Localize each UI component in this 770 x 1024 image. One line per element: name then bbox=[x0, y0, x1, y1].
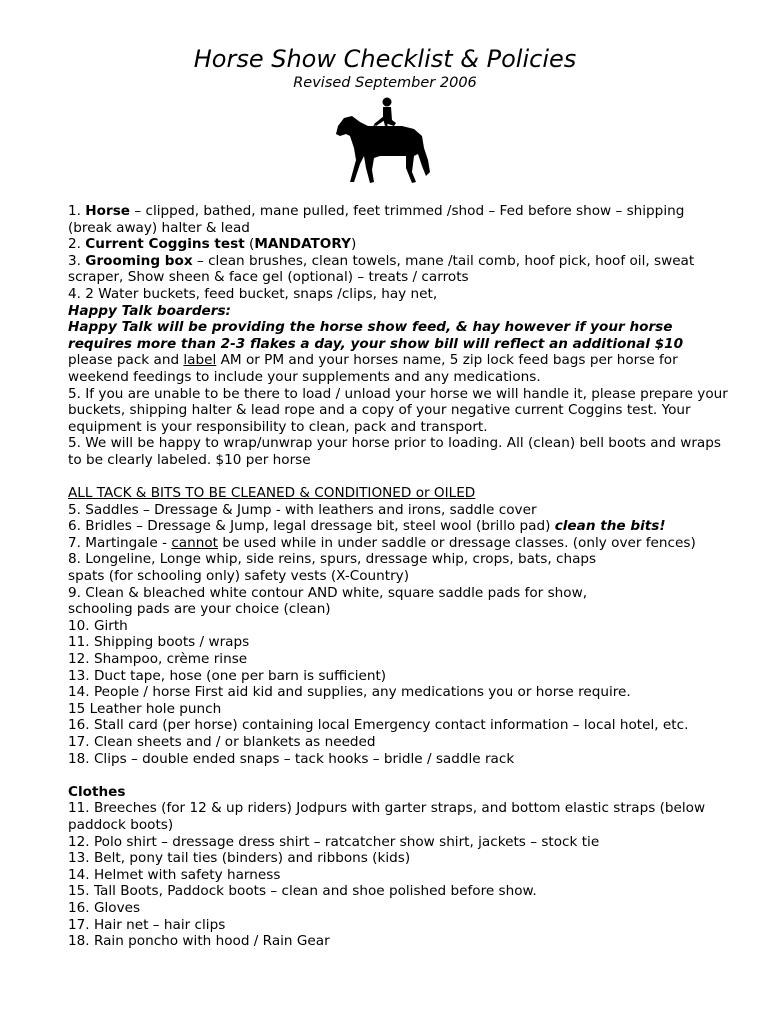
list-item: 18. Clips – double ended snaps – tack hooks – bridle / saddle rack bbox=[68, 750, 515, 767]
list-item: 17. Clean sheets and / or blankets as needed bbox=[68, 734, 376, 750]
list-item: 5. If you are unable to be there to load / unload your horse we will handle it, please prepare your buckets, shipping halter & lead rope and a copy of your negative current Coggins test. Your equipment is your responsibility to clean, pack and transport. bbox=[68, 385, 728, 435]
list-item: 8. Longeline, Longe whip, side reins, spurs, dressage whip, crops, bats, chaps bbox=[68, 551, 597, 568]
list-item: 5. We will be happy to wrap/unwrap your horse prior to loading. All (clean) bell boots and wraps to be clearly labeled. $10 per horse bbox=[68, 435, 721, 468]
tack-heading: ALL TACK & BITS TO BE CLEANED & CONDITIONED or OILED bbox=[68, 485, 476, 502]
document-subtitle: Revised September 2006 bbox=[293, 75, 477, 91]
list-item: 12. Shampoo, crème rinse bbox=[68, 651, 248, 668]
list-item: 2. Current Coggins test (MANDATORY) bbox=[68, 236, 357, 253]
list-item: 7. Martingale - cannot be used while in under saddle or dressage classes. (only over fences) bbox=[68, 534, 696, 551]
boarders-notice: Happy Talk will be providing the horse show feed, & hay however if your horse requires more than 2-3 flakes a day, your show bill will reflect an additional $10 please pack and label AM or PM and your horses name, 5 zip lock feed bags per horse for weekend feedings to include your supplements and any medications. bbox=[68, 319, 684, 385]
list-item: 12. Polo shirt – dressage dress shirt – ratcatcher show shirt, jackets – stock tie bbox=[68, 833, 600, 850]
list-item: 6. Bridles – Dressage & Jump, legal dressage bit, steel wool (brillo pad) clean the bits! bbox=[68, 518, 666, 535]
list-item: 15. Tall Boots, Paddock boots – clean and shoe polished before show. bbox=[68, 883, 537, 900]
list-item: 9. Clean & bleached white contour AND white, square saddle pads for show, bbox=[68, 584, 588, 601]
list-item: 13. Belt, pony tail ties (binders) and ribbons (kids) bbox=[68, 850, 411, 867]
list-item: 16. Gloves bbox=[68, 899, 141, 916]
clothes-heading: Clothes bbox=[68, 783, 126, 800]
checklist-body bbox=[68, 203, 728, 950]
list-item: 16. Stall card (per horse) containing local Emergency contact information – local hotel, etc. bbox=[68, 717, 689, 734]
list-item: 11. Shipping boots / wraps bbox=[68, 634, 250, 651]
list-item: schooling pads are your choice (clean) bbox=[68, 601, 331, 618]
list-item: 18. Rain poncho with hood / Rain Gear bbox=[68, 933, 330, 950]
list-item: 4. 2 Water buckets, feed bucket, snaps /clips, hay net, bbox=[68, 285, 438, 302]
list-item: 14. People / horse First aid kid and supplies, any medications you or horse require. bbox=[68, 684, 631, 701]
horse-and-rider-silhouette-icon bbox=[330, 96, 436, 186]
list-item: 17. Hair net – hair clips bbox=[68, 916, 226, 933]
list-item: 10. Girth bbox=[68, 617, 128, 634]
list-item: 1. Horse – clipped, bathed, mane pulled, feet trimmed /shod – Fed before show – shipping (break away) halter & lead bbox=[68, 203, 685, 236]
boarders-heading: Happy Talk boarders: bbox=[68, 302, 231, 319]
list-item: 14. Helmet with safety harness bbox=[68, 866, 281, 883]
list-item: spats (for schooling only) safety vests (X-Country) bbox=[68, 568, 410, 585]
list-item: 15 Leather hole punch bbox=[68, 700, 222, 717]
document-title: Horse Show Checklist & Policies bbox=[193, 45, 577, 73]
list-item: 5. Saddles – Dressage & Jump - with leathers and irons, saddle cover bbox=[68, 501, 537, 518]
list-item: 13. Duct tape, hose (one per barn is sufficient) bbox=[68, 667, 387, 684]
list-item: 3. Grooming box – clean brushes, clean towels, mane /tail comb, hoof pick, hoof oil, sweat scraper, Show sheen & face gel (optional) – treats / carrots bbox=[68, 252, 695, 286]
list-item: 11. Breeches (for 12 & up riders) Jodpurs with garter straps, and bottom elastic straps (below paddock boots) bbox=[68, 800, 706, 833]
